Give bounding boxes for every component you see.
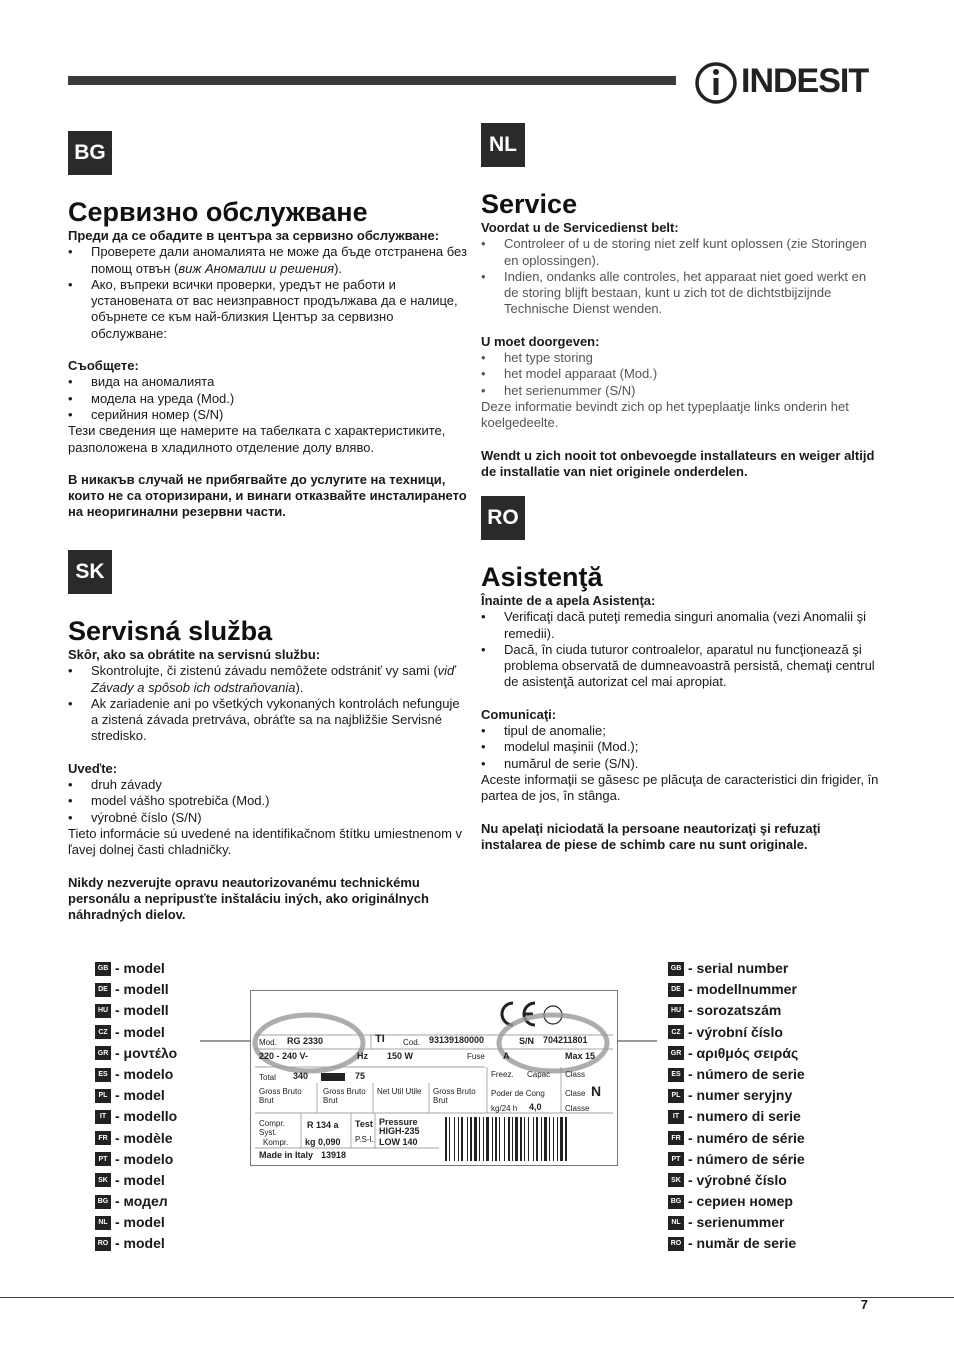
legend-text: - модел: [115, 1193, 168, 1210]
legend-text: - výrobné číslo: [688, 1171, 787, 1188]
mod-label: Mod.: [259, 1038, 277, 1047]
sk-title: Servisná služba: [68, 616, 273, 646]
country-code-badge: PT: [668, 1152, 684, 1166]
kompr-label: Kompr.: [263, 1138, 289, 1147]
country-code-badge: GB: [95, 962, 111, 976]
sk-warning: Nikdy nezverujte opravu neautorizovanému technickému personálu a nepripusťte inštaláciu iných, ako originálnych náhradných dielov.: [68, 874, 429, 923]
legend-text: - numéro de série: [688, 1129, 805, 1146]
ro-report-heading: Comunicaţi:: [481, 706, 557, 722]
list-item: • modelul maşinii (Mod.);: [481, 739, 881, 755]
country-code-badge: PL: [668, 1089, 684, 1103]
cod-value: 93139180000: [429, 1035, 485, 1045]
made-code: 13918: [321, 1150, 347, 1160]
legend-text: - serienummer: [688, 1214, 785, 1231]
country-code-badge: ES: [95, 1068, 111, 1082]
legend-text: - model: [115, 1023, 165, 1040]
list-item: • tipul de anomalie;: [481, 723, 881, 739]
legend-text: - model: [115, 1171, 165, 1188]
lang-badge-sk: SK: [68, 550, 112, 594]
country-code-badge: GB: [668, 962, 684, 976]
max-value: Max 15: [565, 1051, 596, 1061]
list-item: • het serienummer (S/N): [481, 383, 881, 399]
voltage: 220 - 240 V-: [259, 1051, 309, 1061]
nl-report-heading: U moet doorgeven:: [481, 333, 600, 349]
legend-text: - model: [115, 1214, 165, 1231]
nl-item-1: • Controleer of u de storing niet zelf kunt oplossen (zie Storingen en oplossingen).: [481, 236, 881, 269]
ro-warning: Nu apelaţi niciodată la persoane neautorizaţi şi refuzaţi instalarea de piese de schimb care nu sunt originale.: [481, 820, 821, 852]
list-item: • výrobné číslo (S/N): [68, 810, 468, 826]
sk-item-2: • Ak zariadenie ani po všetkých vykonaných kontrolách nefunguje a zistená závada pretrváva, obráťte sa na najbližšie Servisné stredisko.: [68, 696, 468, 745]
country-code-badge: SK: [668, 1173, 684, 1187]
legend-text: - výrobní číslo: [688, 1023, 783, 1040]
country-code-badge: NL: [668, 1216, 684, 1230]
country-code-badge: SK: [95, 1173, 111, 1187]
watt: 150 W: [387, 1051, 414, 1061]
ps-label: P.S-I.: [355, 1135, 374, 1144]
country-code-badge: HU: [668, 1004, 684, 1018]
legend-text: - modelo: [115, 1065, 174, 1082]
made-in: Made in Italy: [259, 1150, 314, 1160]
country-code-badge: PL: [95, 1089, 111, 1103]
legend-text: - sorozatszám: [688, 1002, 782, 1019]
total-value: 340: [293, 1071, 309, 1081]
legend-text: - model: [115, 1087, 165, 1104]
clase-label: Clase: [565, 1089, 586, 1098]
classe-label: Classe: [565, 1104, 590, 1113]
fuse-label: Fuse: [467, 1052, 485, 1061]
footer-rule: [0, 1297, 954, 1298]
rating-plate: [250, 990, 618, 1166]
bg-report-heading: Съобщете:: [68, 358, 139, 374]
legend-text: - numer seryjny: [688, 1087, 793, 1104]
lang-badge-ro: RO: [481, 496, 525, 540]
country-code-badge: BG: [95, 1195, 111, 1209]
legend-text: - número de série: [688, 1150, 805, 1167]
list-item: • het type storing: [481, 350, 881, 366]
list-item: • het model apparaat (Mod.): [481, 366, 881, 382]
brand-name: INDESIT: [741, 62, 869, 100]
legend-text: - model: [115, 1235, 165, 1252]
country-code-badge: CZ: [95, 1025, 111, 1039]
ro-note: Aceste informaţii se găsesc pe plăcuţa de caracteristici din frigider, în partea de jos, în stânga.: [481, 771, 879, 804]
legend-text: - modellnummer: [688, 981, 797, 998]
bg-note: Тези сведения ще намерите на табелката с характеристиките, разположена в хладилното отделение долу вляво.: [68, 423, 446, 455]
nl-warning: Wendt u zich nooit tot onbevoegde installateurs en weiger altijd de installatie van niet originele onderdelen.: [481, 447, 875, 479]
gross-3: Gross Bruto Brut: [433, 1087, 476, 1105]
legend-text: - modello: [115, 1108, 178, 1125]
country-code-badge: IT: [95, 1110, 111, 1124]
refrigerant: R 134 a: [307, 1120, 339, 1130]
lang-badge-nl: NL: [481, 123, 525, 167]
legend-text: - număr de serie: [688, 1235, 797, 1252]
country-code-badge: RO: [668, 1237, 684, 1251]
country-code-badge: RO: [95, 1237, 111, 1251]
nl-title: Service: [481, 189, 578, 219]
kg24-label: kg/24 h: [491, 1104, 518, 1113]
country-code-badge: DE: [95, 983, 111, 997]
legend-text: - serial number: [688, 960, 789, 976]
legend-text: - сериен номер: [688, 1193, 793, 1210]
country-code-badge: IT: [668, 1110, 684, 1124]
capac-label: Capac: [527, 1070, 551, 1079]
sn-label: S/N: [519, 1036, 535, 1046]
legend-text: - αριθμός σειράς: [688, 1044, 799, 1061]
legend-text: - número de serie: [688, 1065, 805, 1082]
class-label: Class: [565, 1070, 586, 1079]
sn-value: 704211801: [543, 1035, 588, 1045]
sk-intro: Skôr, ako sa obrátite na servisnú službu:: [68, 647, 321, 662]
legend-text: - modèle: [115, 1129, 173, 1146]
country-code-badge: GR: [668, 1046, 684, 1060]
bg-warning: В никакъв случай не прибягвайте до услугите на техници, които не са оторизирани, и винаги отказвайте инсталирането на неоригинални резервни части.: [68, 471, 467, 520]
legend-text: - μοντέλο: [115, 1044, 178, 1061]
total-label: Total: [259, 1073, 276, 1082]
compr-syst-label: Compr. Syst.: [259, 1119, 285, 1137]
hz-label: Hz: [357, 1051, 368, 1061]
ro-intro: Înainte de a apela Asistenţa:: [481, 593, 656, 608]
list-item: • druh závady: [68, 777, 468, 793]
country-code-badge: FR: [95, 1131, 111, 1145]
bg-item-2: • Ако, въпреки всички проверки, уредът не работи и установената от вас неизправност продължава да е налице, обърнете се към най-близкия Център за сервизно обслужване:: [68, 277, 468, 342]
list-item: • вида на аномалията: [68, 374, 468, 390]
list-item: • модела на уреда (Mod.): [68, 391, 468, 407]
legend-text: - modelo: [115, 1150, 174, 1167]
net-util: Net Util Utile: [377, 1087, 422, 1096]
bg-intro: Преди да се обадите в центъра за сервизно обслужване:: [68, 228, 440, 243]
legend-text: - numero di serie: [688, 1108, 801, 1125]
total-value-2: 75: [355, 1071, 366, 1081]
cod-label: Cod.: [403, 1038, 420, 1047]
poder-label: Poder de Cong: [491, 1089, 545, 1098]
sk-report-heading: Uveďte:: [68, 760, 118, 776]
page-number: 7: [860, 1297, 868, 1312]
barcode: [445, 1117, 567, 1161]
refrigerant-kg: kg 0,090: [305, 1137, 341, 1147]
legend-text: - modell: [115, 1002, 169, 1019]
mod-value: RG 2330: [287, 1036, 324, 1046]
energy-symbol-icon: [321, 1073, 345, 1081]
ro-item-2: • Dacă, în ciuda tuturor controalelor, aparatul nu funcţionează şi problema observată de dumneavoastră persistă, chemaţi centrul de asistenţă autorizat cel mai apropiat.: [481, 642, 881, 691]
test-label: Test: [355, 1119, 373, 1129]
nl-note: Deze informatie bevindt zich op het typeplaatje links onderin het koelgedeelte.: [481, 398, 849, 431]
pressure-low: LOW 140: [379, 1137, 418, 1147]
bg-item-1: • Проверете дали аномалията не може да бъде отстранена без помощ отвън (виж Аномалии и решения).: [68, 244, 468, 277]
kg24-value: 4,0: [529, 1102, 542, 1112]
gross-1: Gross Bruto Brut: [259, 1087, 302, 1105]
list-item: • numărul de serie (S/N).: [481, 756, 881, 772]
sk-item-1: • Skontrolujte, či zistenú závadu nemôžete odstrániť vy sami (viď Závady a spôsob ich odstraňovania).: [68, 663, 468, 696]
amp-label: A: [503, 1051, 510, 1061]
ro-title: Asistenţă: [481, 562, 603, 592]
legend-text: - model: [115, 960, 165, 976]
list-item: • серийния номер (S/N): [68, 407, 468, 423]
freez-label: Freez.: [491, 1070, 514, 1079]
country-code-badge: NL: [95, 1216, 111, 1230]
pressure: Pressure HIGH-235: [379, 1117, 420, 1136]
list-item: • model vášho spotrebiča (Mod.): [68, 793, 468, 809]
bg-title: Сервизно обслужване: [68, 197, 368, 227]
ti-value: TI: [375, 1033, 385, 1045]
lang-badge-bg: BG: [68, 131, 112, 175]
legend-text: - modell: [115, 981, 169, 998]
nl-intro: Voordat u de Servicedienst belt:: [481, 220, 679, 235]
country-code-badge: HU: [95, 1004, 111, 1018]
country-code-badge: BG: [668, 1195, 684, 1209]
country-code-badge: FR: [668, 1131, 684, 1145]
country-code-badge: PT: [95, 1152, 111, 1166]
nl-item-2: • Indien, ondanks alle controles, het apparaat niet goed werkt en de storing blijft bestaan, kunt u zich tot de dichtstbijzijnde Technische Dienst wenden.: [481, 269, 881, 318]
gross-2: Gross Bruto Brut: [323, 1087, 366, 1105]
sk-note: Tieto informácie sú uvedené na identifikačnom štítku umiestnenom v ľavej dolnej časti chladničky.: [68, 825, 463, 858]
ro-item-1: • Verificaţi dacă puteţi remedia singuri anomalia (vezi Anomalii şi remedii).: [481, 609, 881, 642]
country-code-badge: CZ: [668, 1025, 684, 1039]
country-code-badge: GR: [95, 1046, 111, 1060]
class-value: N: [591, 1083, 602, 1099]
country-code-badge: ES: [668, 1068, 684, 1082]
country-code-badge: DE: [668, 983, 684, 997]
